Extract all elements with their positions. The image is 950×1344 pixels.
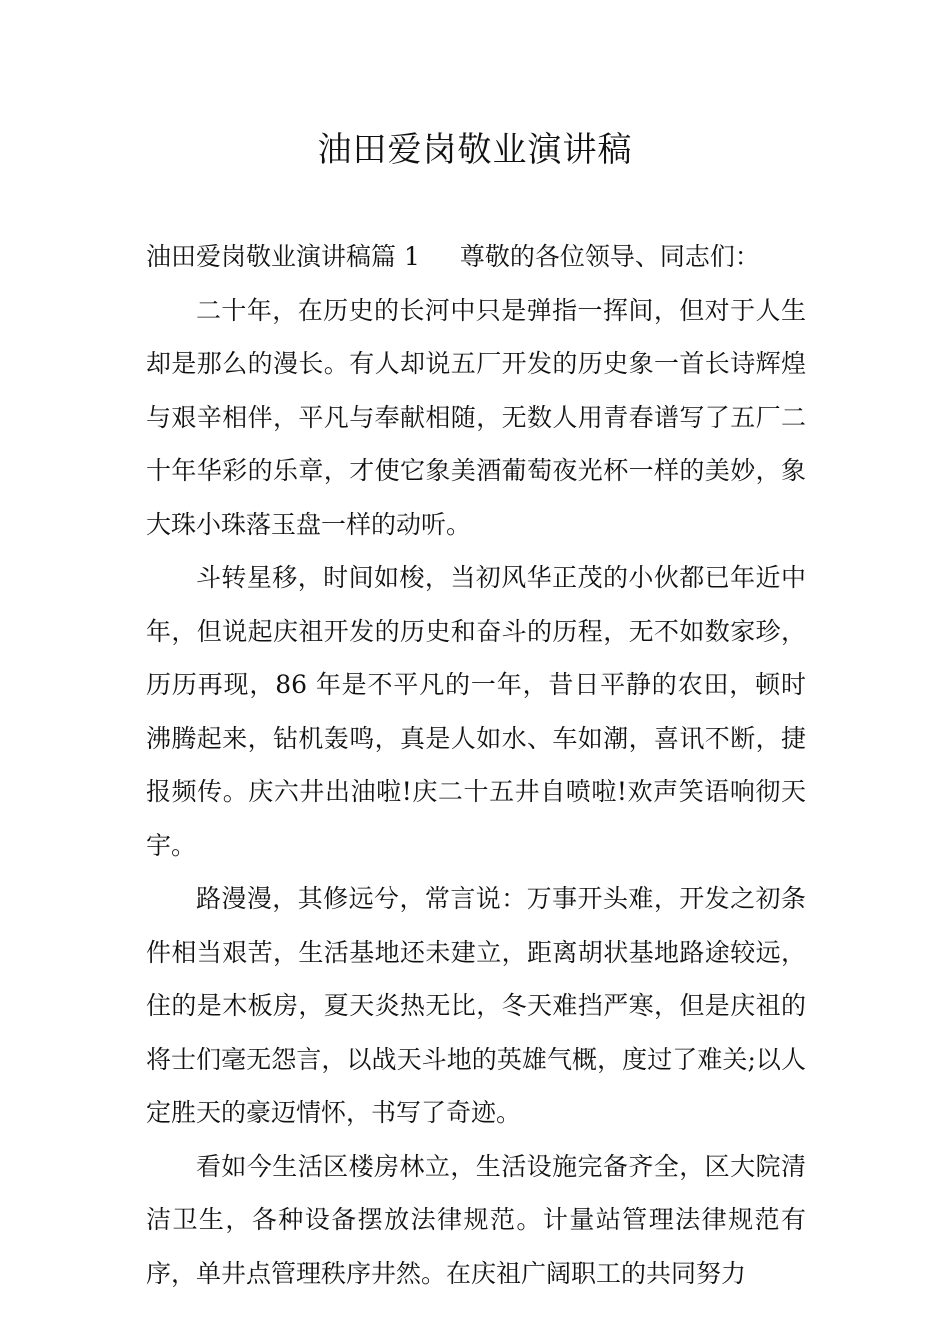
paragraph: 二十年，在历史的长河中只是弹指一挥间，但对于人生却是那么的漫长。有人却说五厂开发的历史象一首长诗辉煌与艰辛相伴，平凡与奉献相随，无数人用青春谱写了五厂二十年华彩的乐章，才使它象美酒葡萄夜光杯一样的美妙，象大珠小珠落玉盘一样的动听。: [146, 295, 806, 539]
section-label: 油田爱岗敬业演讲稿篇 1: [146, 242, 420, 271]
paragraph: 看如今生活区楼房林立，生活设施完备齐全，区大院清洁卫生，各种设备摆放法律规范。计量站管理法律规范有序，单井点管理秩序井然。在庆祖广阔职工的共同努力: [146, 1151, 806, 1288]
document-body: [146, 230, 806, 1300]
paragraph: 斗转星移，时间如梭，当初风华正茂的小伙都已年近中年，但说起庆祖开发的历史和奋斗的历程，无不如数家珍，历历再现，86 年是不平凡的一年，昔日平静的农田，顿时沸腾起来，钻机轰鸣，真是人如水、车如潮，喜讯不断，捷报频传。庆六井出油啦!庆二十五井自喷啦!欢声笑语响彻天宇。: [146, 563, 806, 860]
document-title: 油田爱岗敬业演讲稿: [317, 130, 633, 170]
paragraph: 路漫漫，其修远兮，常言说：万事开头难，开发之初条件相当艰苦，生活基地还未建立，距离胡状基地路途较远，住的是木板房，夏天炎热无比，冬天难挡严寒，但是庆祖的将士们毫无怨言，以战天斗地的英雄气概，度过了难关;以人定胜天的豪迈情怀，书写了奇迹。: [146, 884, 806, 1127]
intro-line: [146, 230, 806, 284]
salutation: 尊敬的各位领导、同志们：: [459, 242, 760, 271]
